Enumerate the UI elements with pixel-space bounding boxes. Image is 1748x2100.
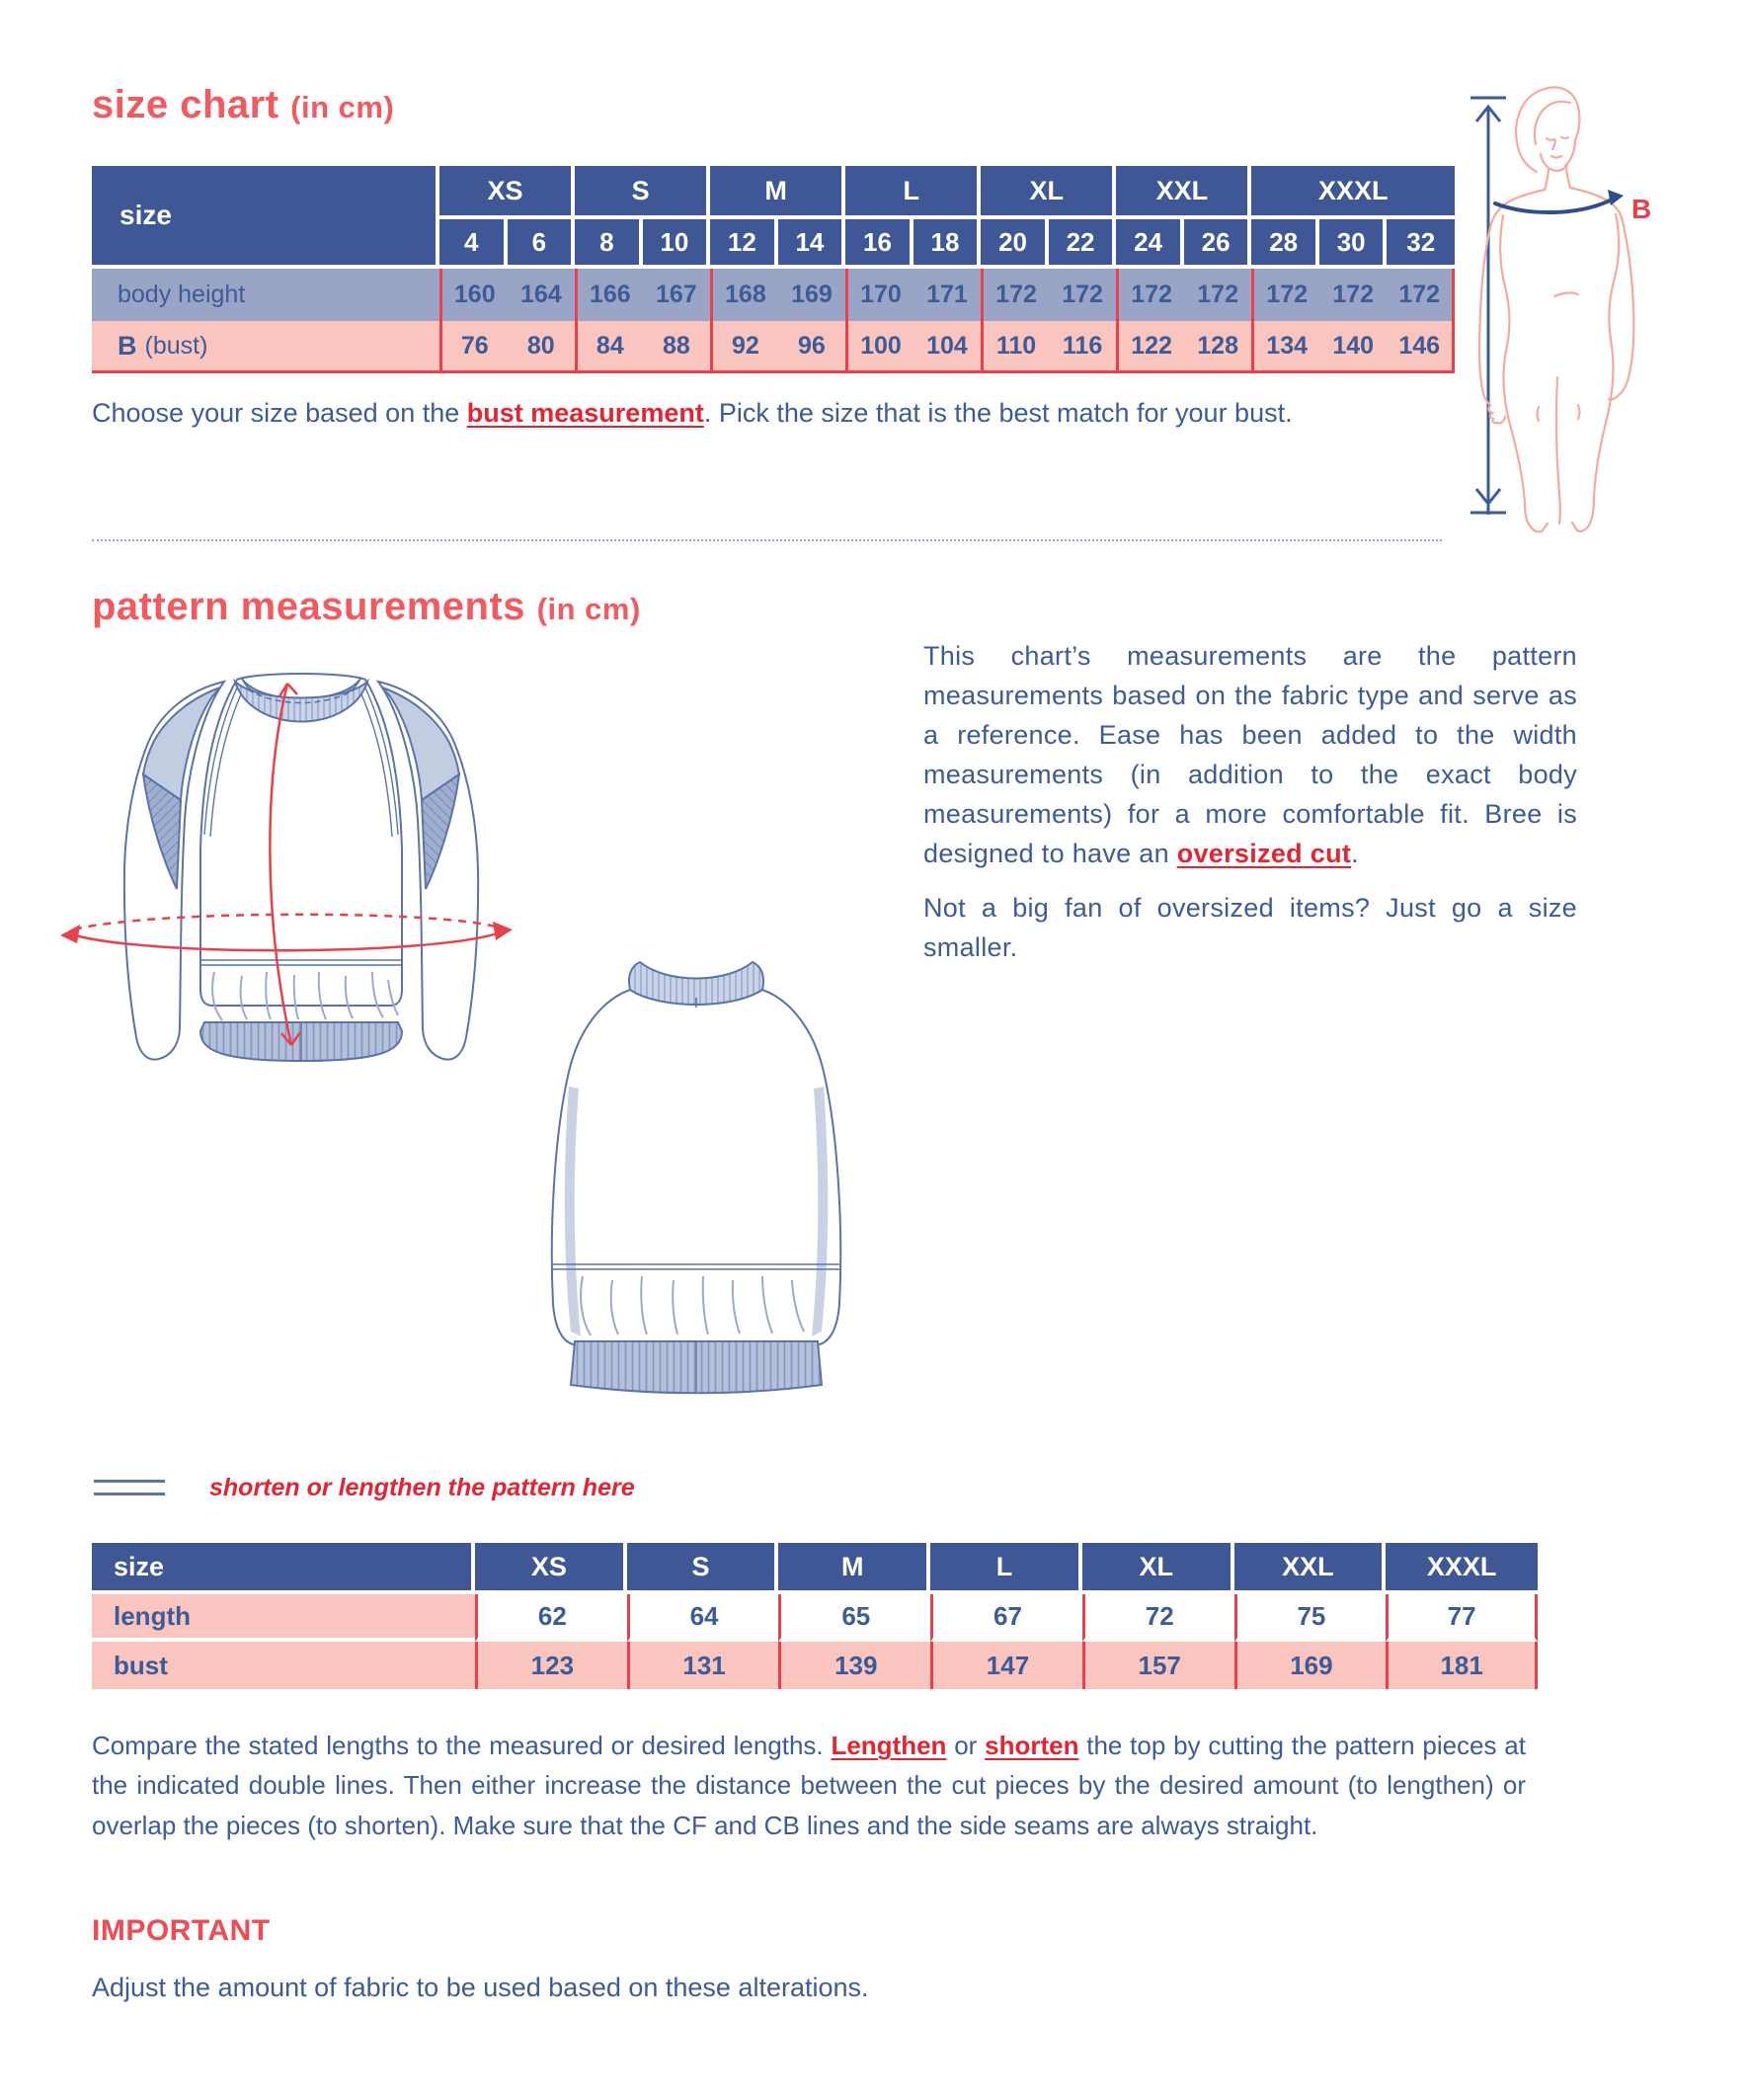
length-value: 77	[1386, 1594, 1538, 1642]
length-value: 75	[1234, 1594, 1387, 1642]
pm-bust-value: 131	[627, 1642, 779, 1689]
pm-column-header: S	[627, 1543, 779, 1594]
body-measurement-figure	[1460, 81, 1667, 545]
size-number-header: 8	[575, 219, 643, 269]
size-number-header: 32	[1387, 219, 1455, 269]
note-text: Choose your size based on the	[92, 398, 467, 428]
bust-value: 104	[914, 321, 982, 373]
bust-row-label-initial: B	[118, 330, 137, 361]
body-height-value: 172	[981, 269, 1049, 321]
section-divider	[92, 539, 1442, 541]
size-number-header: 30	[1319, 219, 1388, 269]
size-number-header: 14	[778, 219, 846, 269]
size-number-header: 12	[710, 219, 778, 269]
bust-row-label	[92, 321, 439, 373]
body-height-value: 172	[1319, 269, 1388, 321]
pm-column-header: XL	[1082, 1543, 1234, 1594]
size-chart-corner-cell: size	[92, 166, 439, 269]
paragraph-text: the top by cutting the pattern pieces at the indicated double lines. Then either increase the distance between the cut pieces by the desired amount (to lengthen) or overlap the pieces (to shorten). Make sure that the CF and CB lines and the side seams are always straight.	[92, 1731, 1526, 1840]
pm-bust-value: 123	[475, 1642, 627, 1689]
lengthen-shorten-instructions	[92, 1726, 1526, 1845]
size-number-header: 20	[981, 219, 1049, 269]
pm-bust-value: 157	[1082, 1642, 1234, 1689]
paragraph-text: This chart’s measurements are the pattern measurements based on the fabric type and serve as a reference. Ease has been added to the width measurements (in addition to the exact body measurements) for a more comfortable fit. Bree is designed to have an	[923, 641, 1577, 868]
size-number-header: 16	[845, 219, 914, 269]
bust-value: 92	[710, 321, 778, 373]
oversized-cut-link: oversized cut	[1176, 838, 1352, 868]
bust-measurement-line	[1495, 190, 1624, 212]
length-value: 65	[778, 1594, 930, 1642]
length-value: 72	[1082, 1594, 1234, 1642]
pm-bust-row-label: bust	[92, 1642, 475, 1689]
bust-value: 122	[1116, 321, 1184, 373]
size-number-header: 18	[914, 219, 982, 269]
bust-row-label-rest: (bust)	[144, 331, 208, 360]
bust-value: 140	[1319, 321, 1388, 373]
size-number-header: 10	[643, 219, 711, 269]
pm-column-header: M	[778, 1543, 930, 1594]
pm-column-header: L	[930, 1543, 1082, 1594]
size-number-header: 28	[1251, 219, 1319, 269]
pattern-measurements-table	[92, 1543, 1538, 1689]
front-view-technical-drawing	[54, 642, 518, 1072]
size-group-header: XL	[981, 166, 1116, 219]
pm-corner-cell: size	[92, 1543, 475, 1594]
bust-value: 110	[981, 321, 1049, 373]
length-row-label: length	[92, 1594, 475, 1642]
lengthen-link: Lengthen	[831, 1731, 947, 1760]
size-group-header: S	[575, 166, 710, 219]
size-group-header: XXXL	[1251, 166, 1455, 219]
length-value: 62	[475, 1594, 627, 1642]
size-number-header: 6	[508, 219, 576, 269]
body-height-value: 172	[1251, 269, 1319, 321]
body-height-value: 172	[1387, 269, 1455, 321]
body-height-value: 166	[575, 269, 643, 321]
bust-value: 128	[1184, 321, 1252, 373]
bust-value: 76	[439, 321, 508, 373]
size-number-header: 4	[439, 219, 508, 269]
pattern-measurements-paragraph-2: Not a big fan of oversized items? Just go a size smaller.	[923, 893, 1577, 962]
paragraph-text: .	[1351, 838, 1359, 868]
note-text: . Pick the size that is the best match for your bust.	[703, 398, 1293, 428]
paragraph-text: Compare the stated lengths to the measured or desired lengths.	[92, 1731, 832, 1760]
bust-value: 84	[575, 321, 643, 373]
size-choice-note	[92, 393, 1494, 434]
body-height-value: 167	[643, 269, 711, 321]
size-group-header: XXL	[1116, 166, 1251, 219]
length-value: 64	[627, 1594, 779, 1642]
body-height-value: 169	[778, 269, 846, 321]
body-height-value: 172	[1049, 269, 1117, 321]
pattern-measurements-paragraph-1	[923, 637, 1577, 874]
size-chart-title-text: size chart	[92, 83, 279, 126]
pm-column-header: XXXL	[1386, 1543, 1538, 1594]
paragraph-text: or	[946, 1731, 986, 1760]
pattern-measurements-title-text: pattern measurements	[92, 585, 526, 628]
pm-bust-value: 139	[778, 1642, 930, 1689]
shorten-link: shorten	[985, 1731, 1079, 1760]
bust-figure-label: B	[1631, 194, 1652, 224]
body-height-value: 168	[710, 269, 778, 321]
body-height-value: 164	[508, 269, 576, 321]
pm-bust-value: 147	[930, 1642, 1082, 1689]
bust-value: 134	[1251, 321, 1319, 373]
size-group-header: L	[845, 166, 981, 219]
bust-value: 88	[643, 321, 711, 373]
body-height-value: 171	[914, 269, 982, 321]
bust-measurement-link: bust measurement	[466, 398, 704, 428]
double-line-marker-icon	[94, 1480, 165, 1495]
length-value: 67	[930, 1594, 1082, 1642]
shorten-lengthen-legend: shorten or lengthen the pattern here	[209, 1474, 635, 1501]
bust-value: 80	[508, 321, 576, 373]
body-height-value: 160	[439, 269, 508, 321]
important-heading: IMPORTANT	[92, 1914, 271, 1947]
pm-column-header: XXL	[1234, 1543, 1387, 1594]
pattern-measurements-title	[92, 585, 641, 629]
size-chart-title	[92, 83, 394, 127]
size-number-header: 26	[1184, 219, 1252, 269]
back-view-technical-drawing	[484, 938, 909, 1432]
pm-bust-value: 169	[1234, 1642, 1387, 1689]
bust-value: 96	[778, 321, 846, 373]
bust-value: 116	[1049, 321, 1117, 373]
pattern-measurements-title-unit: (in cm)	[536, 592, 641, 626]
size-number-header: 24	[1116, 219, 1184, 269]
size-group-header: XS	[439, 166, 575, 219]
size-number-header: 22	[1049, 219, 1117, 269]
bust-value: 146	[1387, 321, 1455, 373]
size-group-header: M	[710, 166, 845, 219]
bust-value: 100	[845, 321, 914, 373]
size-chart-title-unit: (in cm)	[290, 90, 395, 124]
body-height-value: 172	[1116, 269, 1184, 321]
body-height-value: 172	[1184, 269, 1252, 321]
body-height-value: 170	[845, 269, 914, 321]
pm-bust-value: 181	[1386, 1642, 1538, 1689]
size-chart-table	[92, 166, 1455, 373]
body-height-row-label: body height	[92, 269, 439, 321]
pm-column-header: XS	[475, 1543, 627, 1594]
important-text: Adjust the amount of fabric to be used based on these alterations.	[92, 1973, 869, 2002]
